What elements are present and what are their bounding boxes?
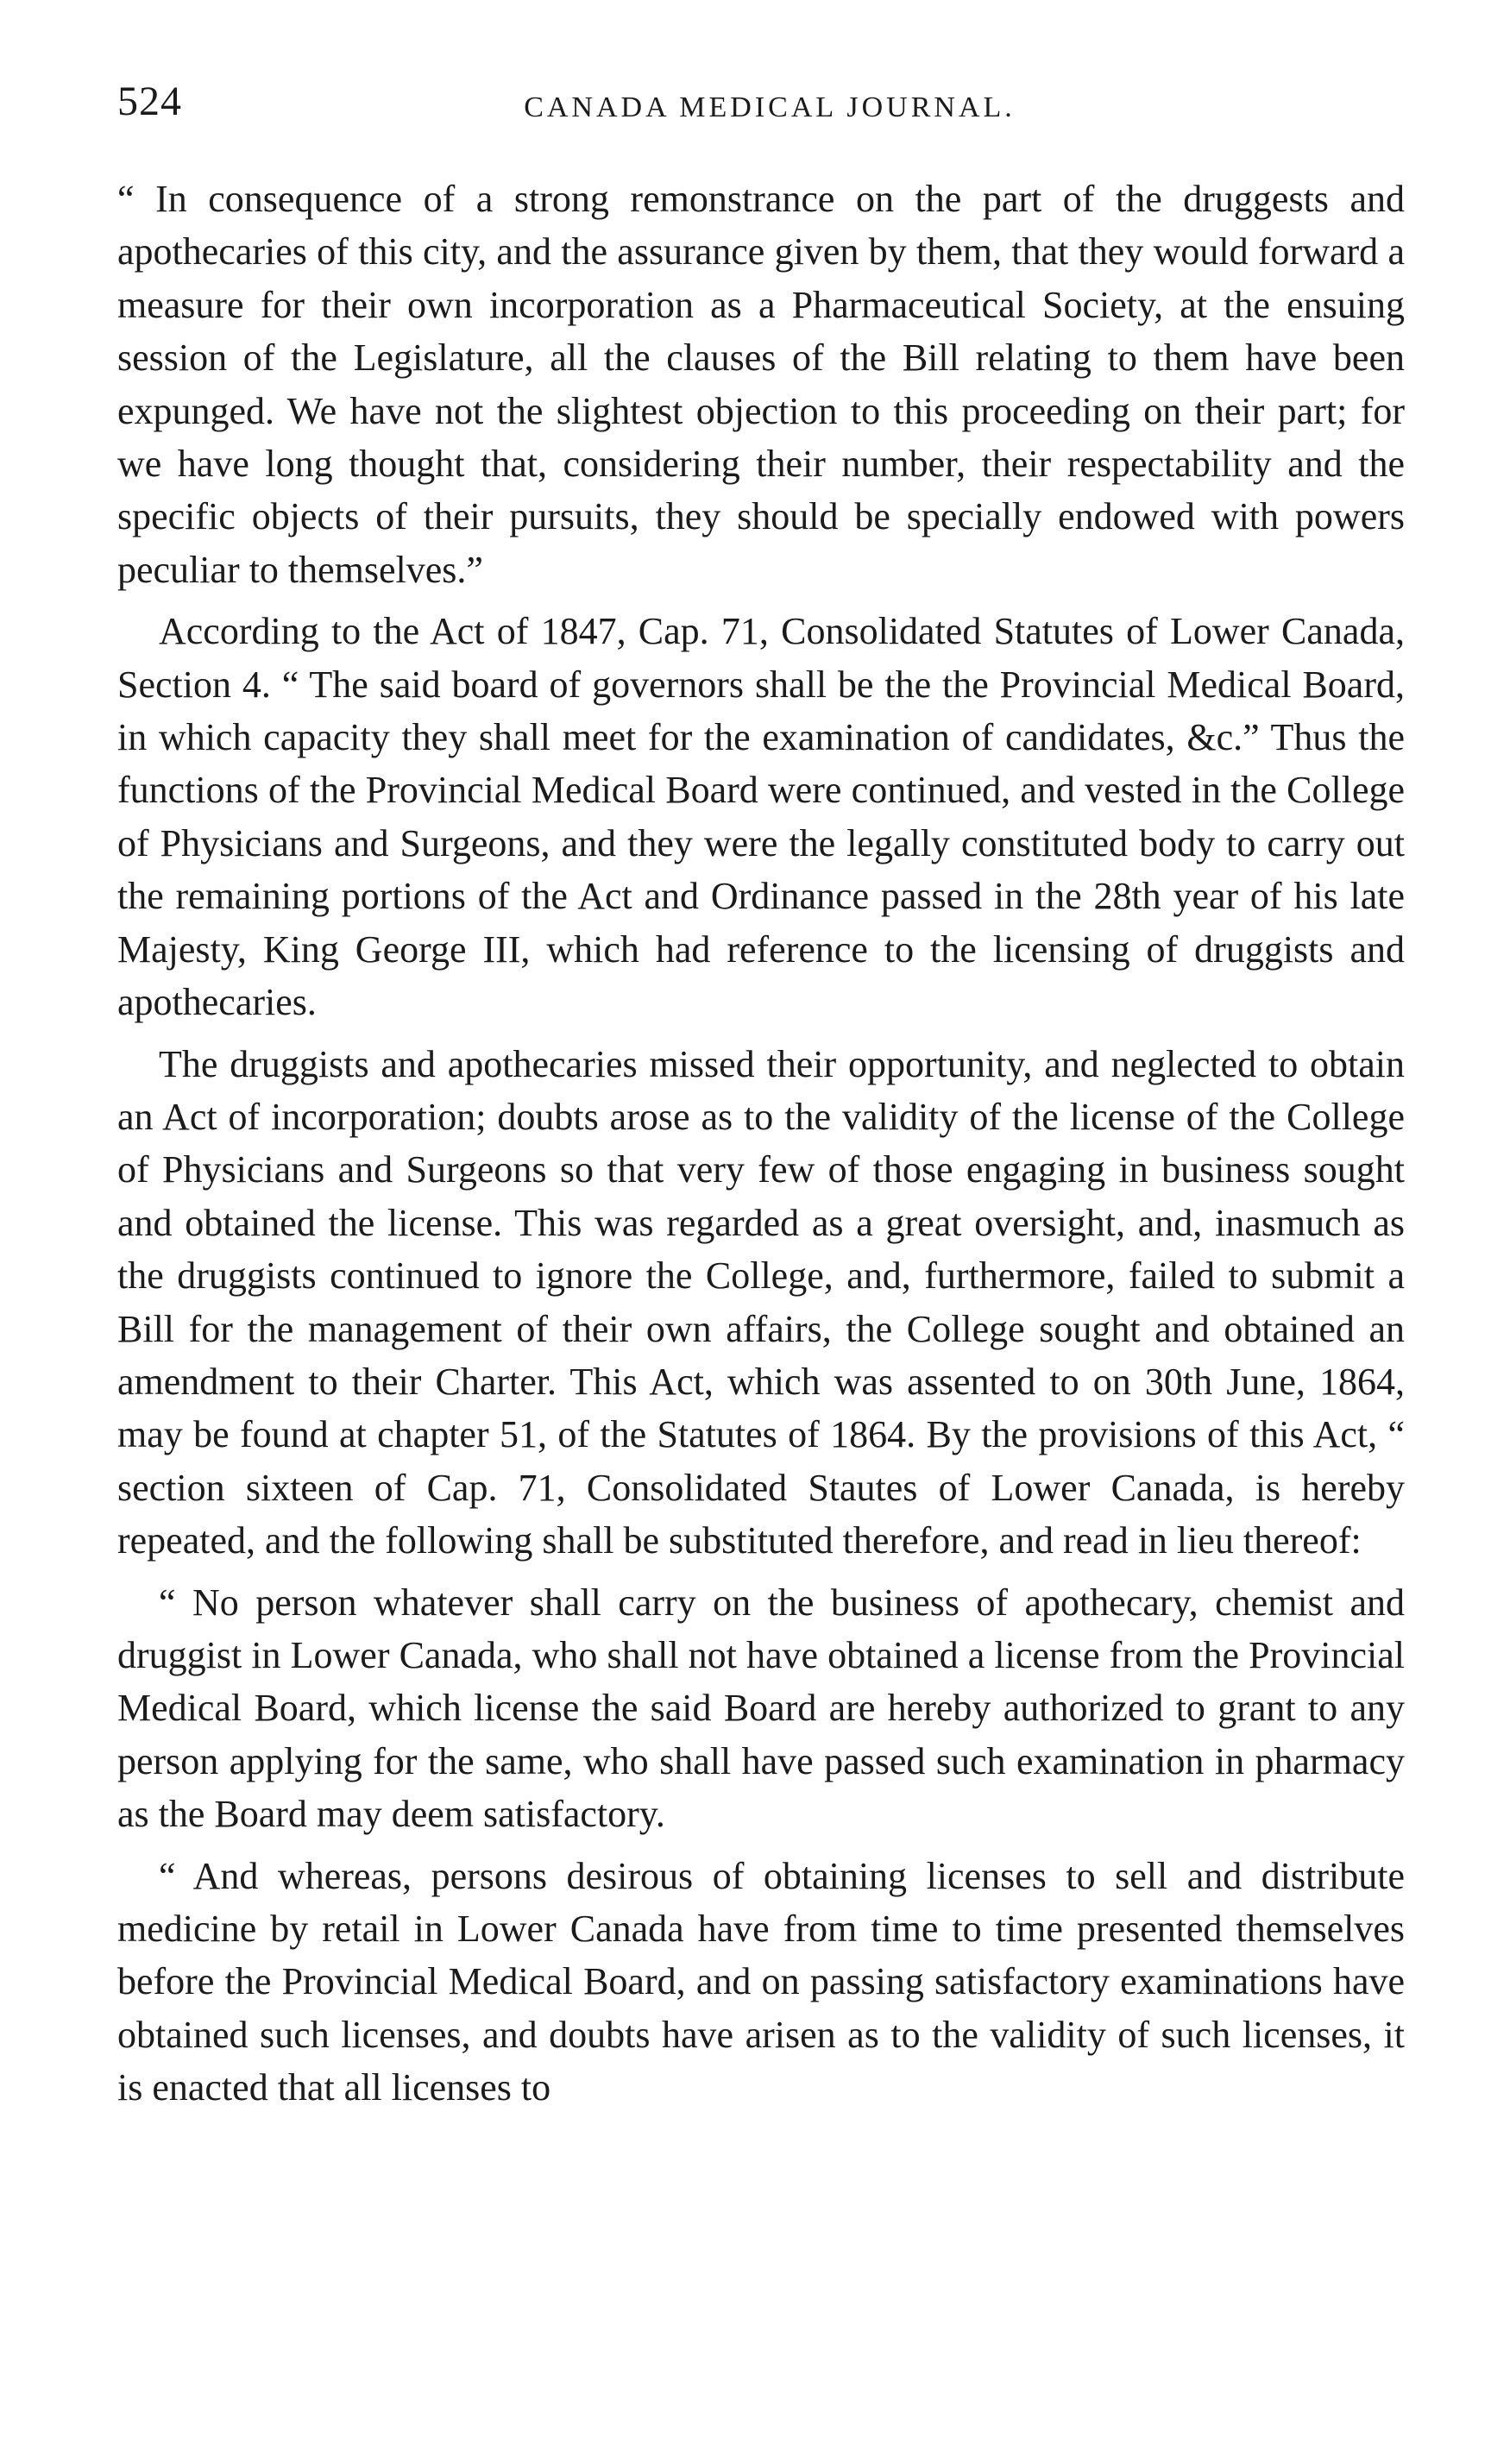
journal-title: CANADA MEDICAL JOURNAL. — [524, 91, 1016, 123]
journal-page — [117, 78, 1405, 2115]
article-body — [117, 173, 1405, 2115]
paragraph-quote-no-person: “ No person whatever shall carry on the business of apothecary, chemist and druggist in Lower Canada, who shall not have obtained a license from the Provincial Medical Board, which license the said Board are hereby authorized to grant to any person applying for the same, who shall have passed such examination in pharmacy as the Board may deem satisfactory. — [117, 1581, 1405, 1836]
page-number: 524 — [117, 79, 182, 124]
running-head — [117, 78, 1405, 147]
paragraph-act-1847: According to the Act of 1847, Cap. 71, Consolidated Statutes of Lower Canada, Section 4. “ The said board of governors shall be the the Provincial Medical Board, in which capacity they shall meet for the examination of candidates, &c.” Thus the functions of the Provincial Medical Board were continued, and vested in the College of Physicians and Surgeons, and they were the legally constituted body to carry out the remaining portions of the Act and Ordinance passed in the 28th year of his late Majesty, King George III, which had reference to the licensing of druggists and apothecaries. — [117, 610, 1405, 1024]
paragraph-druggists-opportunity: The druggists and apothecaries missed their opportunity, and neglected to obtain an Act of incorporation; doubts arose as to the validity of the license of the College of Physicians and Surgeons so that very few of those engaging in business sought and obtained the license. This was regarded as a great oversight, and, inasmuch as the druggists continued to ignore the College, and, furthermore, failed to submit a Bill for the management of their own affairs, the College sought and obtained an amendment to their Charter. This Act, which was assented to on 30th June, 1864, may be found at chapter 51, of the Statutes of 1864. By the provisions of this Act, “ section sixteen of Cap. 71, Consolidated Stautes of Lower Canada, is hereby repeated, and the following shall be substituted therefore, and read in lieu thereof: — [117, 1042, 1405, 1562]
paragraph-quote-remonstrance: “ In consequence of a strong remonstrance on the part of the druggests and apothecaries of this city, and the assurance given by them, that they would forward a measure for their own incorporation as a Pharmaceutical Society, at the ensuing session of the Legislature, all the clauses of the Bill relating to them have been expunged. We have not the slightest objection to this proceeding on their part; for we have long thought that, considering their number, their respectability and the specific objects of their pursuits, they should be specially endowed with powers peculiar to themselves.” — [117, 178, 1405, 591]
paragraph-quote-and-whereas: “ And whereas, persons desirous of obtaining licenses to sell and distribute medicine by retail in Lower Canada have from time to time presented themselves before the Provincial Medical Board, and on passing satisfactory examinations have obtained such licenses, and doubts have arisen as to the validity of such licenses, it is enacted that all licenses to — [117, 1854, 1405, 2109]
